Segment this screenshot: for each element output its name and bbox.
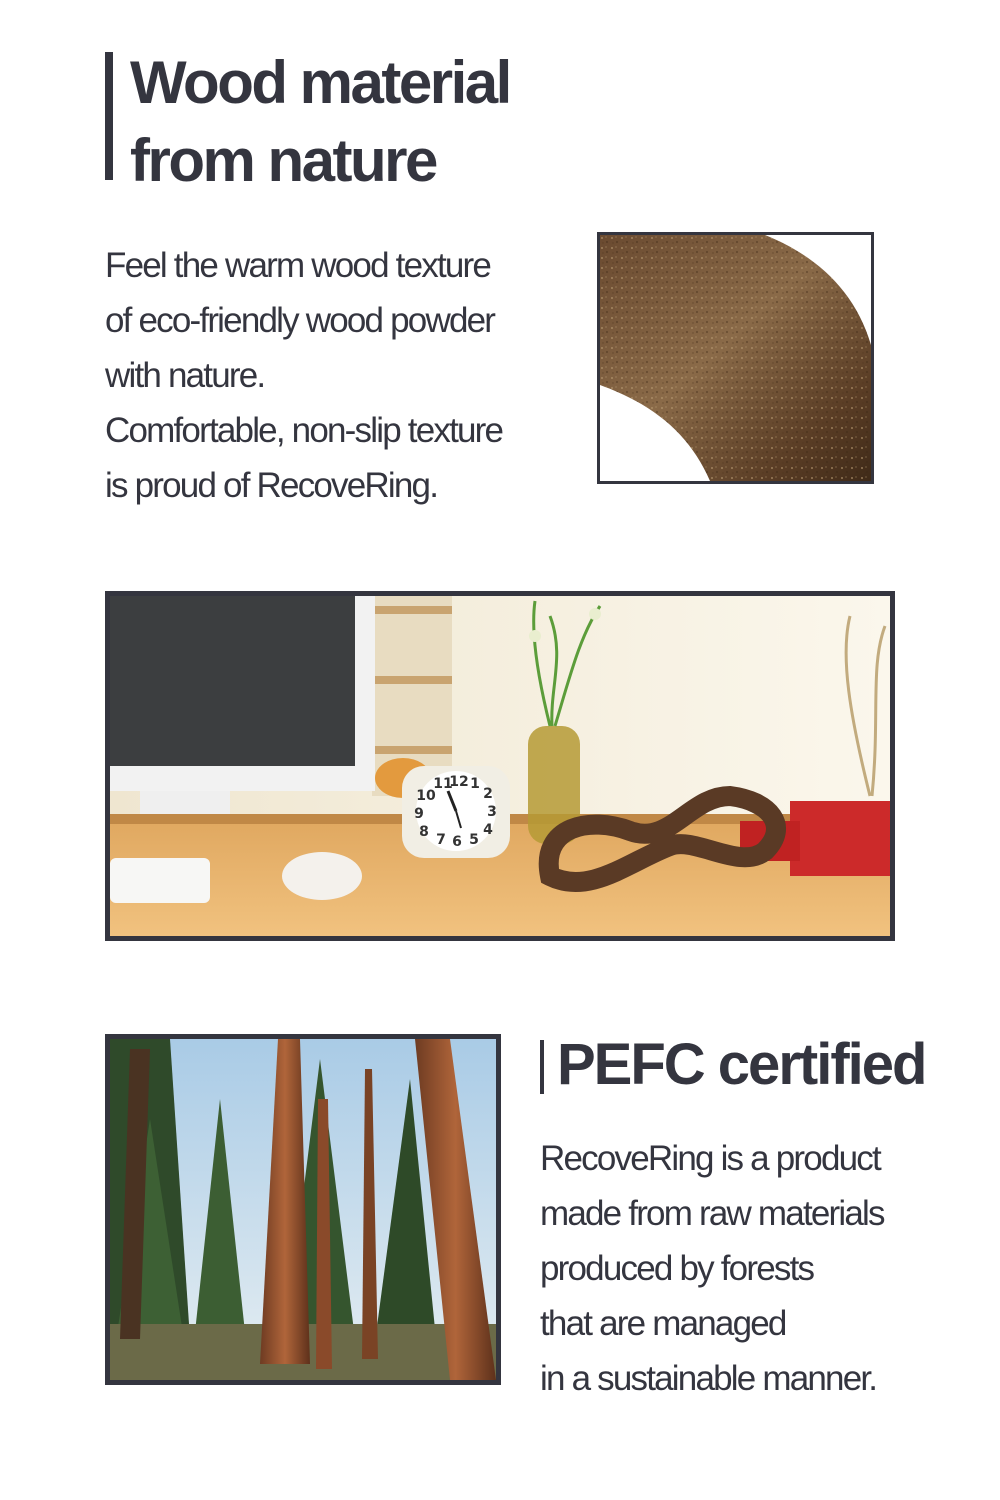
heading-line: from nature — [130, 127, 436, 194]
heading-line: Wood material — [130, 49, 510, 116]
description-line: RecoveRing is a product — [540, 1139, 880, 1178]
clock-number: 8 — [419, 824, 429, 840]
description-line: Comfortable, non-slip texture — [105, 411, 503, 450]
description-line: of eco-friendly wood powder — [105, 301, 495, 340]
clock-number: 9 — [414, 806, 424, 822]
heading-accent-bar — [105, 52, 113, 180]
description-line: is proud of RecoveRing. — [105, 466, 438, 505]
description-line: Feel the warm wood texture — [105, 246, 491, 285]
wood-material-heading — [130, 44, 510, 200]
clock-number: 2 — [483, 786, 493, 802]
description-line: produced by forests — [540, 1249, 814, 1288]
forest-image — [105, 1034, 501, 1385]
clock-number: 4 — [483, 822, 493, 838]
clock-number: 11 — [433, 776, 453, 792]
desk-scene-image — [105, 591, 895, 941]
wood-texture-closeup-image — [597, 232, 874, 484]
pefc-description — [540, 1131, 980, 1406]
clock-number: 7 — [436, 832, 446, 848]
pefc-heading: PEFC certified — [557, 1032, 926, 1097]
clock-number: 10 — [416, 788, 436, 804]
heading-accent-bar — [540, 1040, 544, 1094]
description-line: that are managed — [540, 1304, 786, 1343]
clock-number: 5 — [469, 832, 479, 848]
clock-number: 3 — [487, 804, 497, 820]
clock-number: 12 — [449, 774, 469, 790]
wood-material-description — [105, 238, 585, 513]
clock-number: 1 — [470, 776, 480, 792]
description-line: with nature. — [105, 356, 265, 395]
clock-number: 6 — [452, 834, 462, 850]
description-line: made from raw materials — [540, 1194, 884, 1233]
description-line: in a sustainable manner. — [540, 1359, 877, 1398]
